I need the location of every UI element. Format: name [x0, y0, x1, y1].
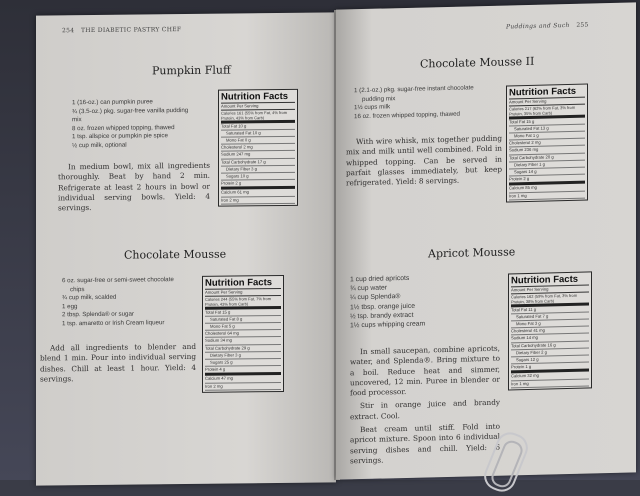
direction-paragraph: Stir in orange juice and brandy extract. Cool.	[350, 398, 500, 422]
nutrition-row: Mono Fat 0 g	[221, 137, 295, 145]
nutrition-calories: Calories 244 (55% from Fat, 7% from Protein, 43% from Carb)	[205, 296, 281, 310]
directions-apricot-mousse	[350, 344, 500, 470]
nutrition-row: Total Fat 10 g	[221, 122, 295, 130]
recipe-title-chocolate-mousse-ii: Chocolate Mousse II	[420, 54, 535, 71]
nutrition-rows	[509, 117, 585, 200]
ingredient-line: pudding mix	[362, 94, 396, 103]
ingredient-line: ½ tsp. brandy extract	[350, 311, 414, 321]
ingredient-line: ¾ cup water	[350, 284, 388, 293]
ingredient-line: mix	[72, 116, 82, 124]
nutrition-row: Cholesterol 2 mg	[509, 139, 585, 148]
ingredient-line: 1 cup dried apricots	[350, 274, 410, 284]
ingredient-line: ¾ (3.5-oz.) pkg. sugar-free vanilla pudding	[72, 106, 189, 115]
ingredients-apricot-mousse	[350, 272, 500, 331]
ingredient-line: 1½ cups whipping cream	[350, 320, 426, 330]
right-running-head-text: Puddings and Such	[506, 21, 570, 31]
left-running-head-text: THE DIABETIC PASTRY CHEF	[80, 26, 182, 35]
nutrition-heading: Nutrition Facts	[511, 273, 589, 287]
left-page-number: 254	[62, 27, 75, 35]
nutrition-rows	[205, 309, 281, 391]
ingredients-chocolate-mousse	[62, 276, 212, 329]
nutrition-row: Sugars 14 g	[509, 168, 585, 177]
ingredient-line: 6 oz. sugar-free or semi-sweet chocolate	[62, 276, 174, 285]
ingredients-chocolate-mousse-ii	[354, 84, 504, 122]
nutrition-row: Sugars 12 g	[511, 355, 589, 364]
nutrition-row: Saturated Fat 13 g	[509, 124, 585, 133]
ingredient-line: 1 egg	[62, 302, 78, 311]
nutrition-subheading: Amount Per Serving	[509, 98, 585, 106]
nutrition-row: Total Fat 15 g	[509, 117, 585, 126]
nutrition-calories: Calories 162 (59% from Fat, 3% from Protein, 38% from Carb)	[511, 292, 589, 307]
nutrition-row: Dietary Fiber 2 g	[511, 348, 589, 357]
direction-paragraph: Add all ingredients to blender and blend 1 min. Pour into individual serving dishes. Chill at least 1 hour. Yield: 4 servings.	[40, 341, 196, 384]
nutrition-row: Sugars 25 g	[205, 359, 281, 367]
nutrition-row: Sodium 247 mg	[221, 151, 295, 159]
nutrition-heading: Nutrition Facts	[221, 91, 295, 104]
nutrition-rows	[511, 305, 589, 388]
direction-paragraph: Beat cream until stiff. Fold into apricot mixture. Spoon into 6 individual serving dishes and chill. Yield: 6 servings.	[350, 421, 500, 466]
ingredient-line: 2 tbsp. Splenda® or sugar	[62, 310, 134, 319]
nutrition-row: Sodium 34 mg	[205, 337, 281, 345]
nutrition-row: Dietary Fiber 3 g	[205, 352, 281, 360]
ingredient-line: ¾ cup milk, scalded	[62, 293, 117, 302]
directions-chocolate-mousse-ii	[346, 134, 502, 192]
ingredient-line: ½ cup milk, optional	[72, 141, 127, 150]
nutrition-row: Dietary Fiber 1 g	[509, 160, 585, 169]
nutrition-row: Total Carbohydrate 29 g	[205, 345, 281, 353]
recipe-title-chocolate-mousse: Chocolate Mousse	[124, 247, 227, 262]
nutrition-row: Sugars 10 g	[221, 173, 295, 181]
nutrition-row: Iron 1 mg	[509, 191, 585, 200]
nutrition-row: Calcium 61 mg	[221, 189, 295, 197]
directions-pumpkin-fluff	[58, 161, 210, 217]
ingredient-line: 1 tsp. allspice or pumpkin pie spice	[72, 132, 168, 141]
nutrition-subheading: Amount Per Serving	[221, 103, 295, 110]
nutrition-row: Mono Fat 3 g	[511, 319, 589, 328]
nutrition-row: Saturated Fat 8 g	[205, 316, 281, 324]
nutrition-row: Mono Fat 5 g	[205, 323, 281, 331]
nutrition-facts-chocolate-mousse	[202, 275, 284, 393]
ingredient-line: 1 tsp. amaretto or Irish Cream liqueur	[62, 319, 165, 328]
left-page	[36, 12, 336, 485]
nutrition-row: Cholesterol 41 mg	[511, 327, 589, 336]
direction-paragraph: In medium bowl, mix all ingredients thoroughly. Beat by hand 2 min. Refrigerate at least 2 hours in bowl or individual serving bowls. Yield: 4 servings.	[58, 160, 210, 213]
right-page	[336, 2, 636, 479]
nutrition-row: Total Fat 11 g	[511, 305, 589, 314]
nutrition-row: Total Fat 15 g	[205, 309, 281, 317]
nutrition-facts-chocolate-mousse-ii	[506, 84, 588, 203]
nutrition-row: Iron 2 mg	[221, 196, 295, 204]
ingredient-line: 1 (2.1-oz.) pkg. sugar-free instant chocolate	[354, 84, 474, 95]
right-running-header	[506, 21, 589, 30]
nutrition-calories: Calories 217 (62% from Fat, 3% from Protein, 35% from Carb)	[509, 104, 585, 119]
right-page-number: 255	[576, 21, 589, 29]
nutrition-row: Protein 1 g	[511, 363, 589, 374]
nutrition-heading: Nutrition Facts	[205, 277, 281, 290]
ingredient-line: chips	[70, 285, 85, 293]
nutrition-heading: Nutrition Facts	[509, 86, 585, 100]
nutrition-row: Sodium 236 mg	[509, 146, 585, 155]
nutrition-row: Mono Fat 1 g	[509, 131, 585, 140]
nutrition-facts-apricot-mousse	[508, 271, 592, 390]
ingredients-pumpkin-fluff	[72, 98, 222, 151]
nutrition-row: Saturated Fat 7 g	[511, 312, 589, 321]
nutrition-calories: Calories 161 (55% from Fat, 4% from Protein, 43% from Carb)	[221, 109, 295, 123]
nutrition-subheading: Amount Per Serving	[205, 289, 281, 296]
nutrition-row: Iron 1 mg	[511, 379, 589, 388]
nutrition-row: Calcium 85 mg	[509, 184, 585, 193]
direction-paragraph: With wire whisk, mix together pudding mix and milk until well combined. Fold in whipped topping. Can be served in parfait glasses immediately, but keep refrigerated. Yield: 8 servings.	[346, 133, 502, 188]
ingredient-line: 1 (16-oz.) can pumpkin puree	[72, 98, 153, 107]
recipe-title-pumpkin-fluff: Pumpkin Fluff	[152, 63, 231, 78]
nutrition-row: Total Carbohydrate 20 g	[509, 153, 585, 162]
nutrition-row: Total Carbohydrate 17 g	[221, 158, 295, 166]
left-running-header	[62, 26, 181, 34]
directions-chocolate-mousse	[40, 342, 196, 388]
nutrition-row: Protein 2 g	[221, 180, 295, 190]
nutrition-row: Cholesterol 2 mg	[221, 144, 295, 152]
nutrition-row: Total Carbohydrate 16 g	[511, 341, 589, 350]
nutrition-row: Calcium 47 mg	[205, 375, 281, 383]
ingredient-line: 1½ tbsp. orange juice	[350, 302, 415, 311]
nutrition-row: Dietary Fiber 3 g	[221, 166, 295, 174]
nutrition-row: Protein 2 g	[509, 175, 585, 186]
ingredient-line: ¼ cup Splenda®	[350, 293, 401, 302]
nutrition-facts-pumpkin-fluff	[218, 89, 298, 207]
direction-paragraph: In small saucepan, combine apricots, water, and Splenda®. Bring mixture to a boil. Reduce heat and simmer, uncovered, 12 min. Puree in blender or food processor.	[350, 343, 500, 398]
nutrition-row: Saturated Fat 10 g	[221, 130, 295, 138]
nutrition-row: Cholesterol 64 mg	[205, 330, 281, 338]
nutrition-row: Iron 2 mg	[205, 383, 281, 391]
ingredient-line: 8 oz. frozen whipped topping, thawed	[72, 123, 175, 132]
recipe-title-apricot-mousse: Apricot Mousse	[428, 245, 516, 261]
nutrition-subheading: Amount Per Serving	[511, 285, 589, 293]
ingredient-line: 1½ cups milk	[354, 103, 391, 112]
nutrition-rows	[221, 122, 295, 204]
nutrition-row: Sodium 14 mg	[511, 334, 589, 343]
ingredient-line: 16 oz. frozen whipped topping, thawed	[354, 110, 460, 121]
nutrition-row: Calcium 32 mg	[511, 372, 589, 381]
nutrition-row: Protein 4 g	[205, 366, 281, 376]
